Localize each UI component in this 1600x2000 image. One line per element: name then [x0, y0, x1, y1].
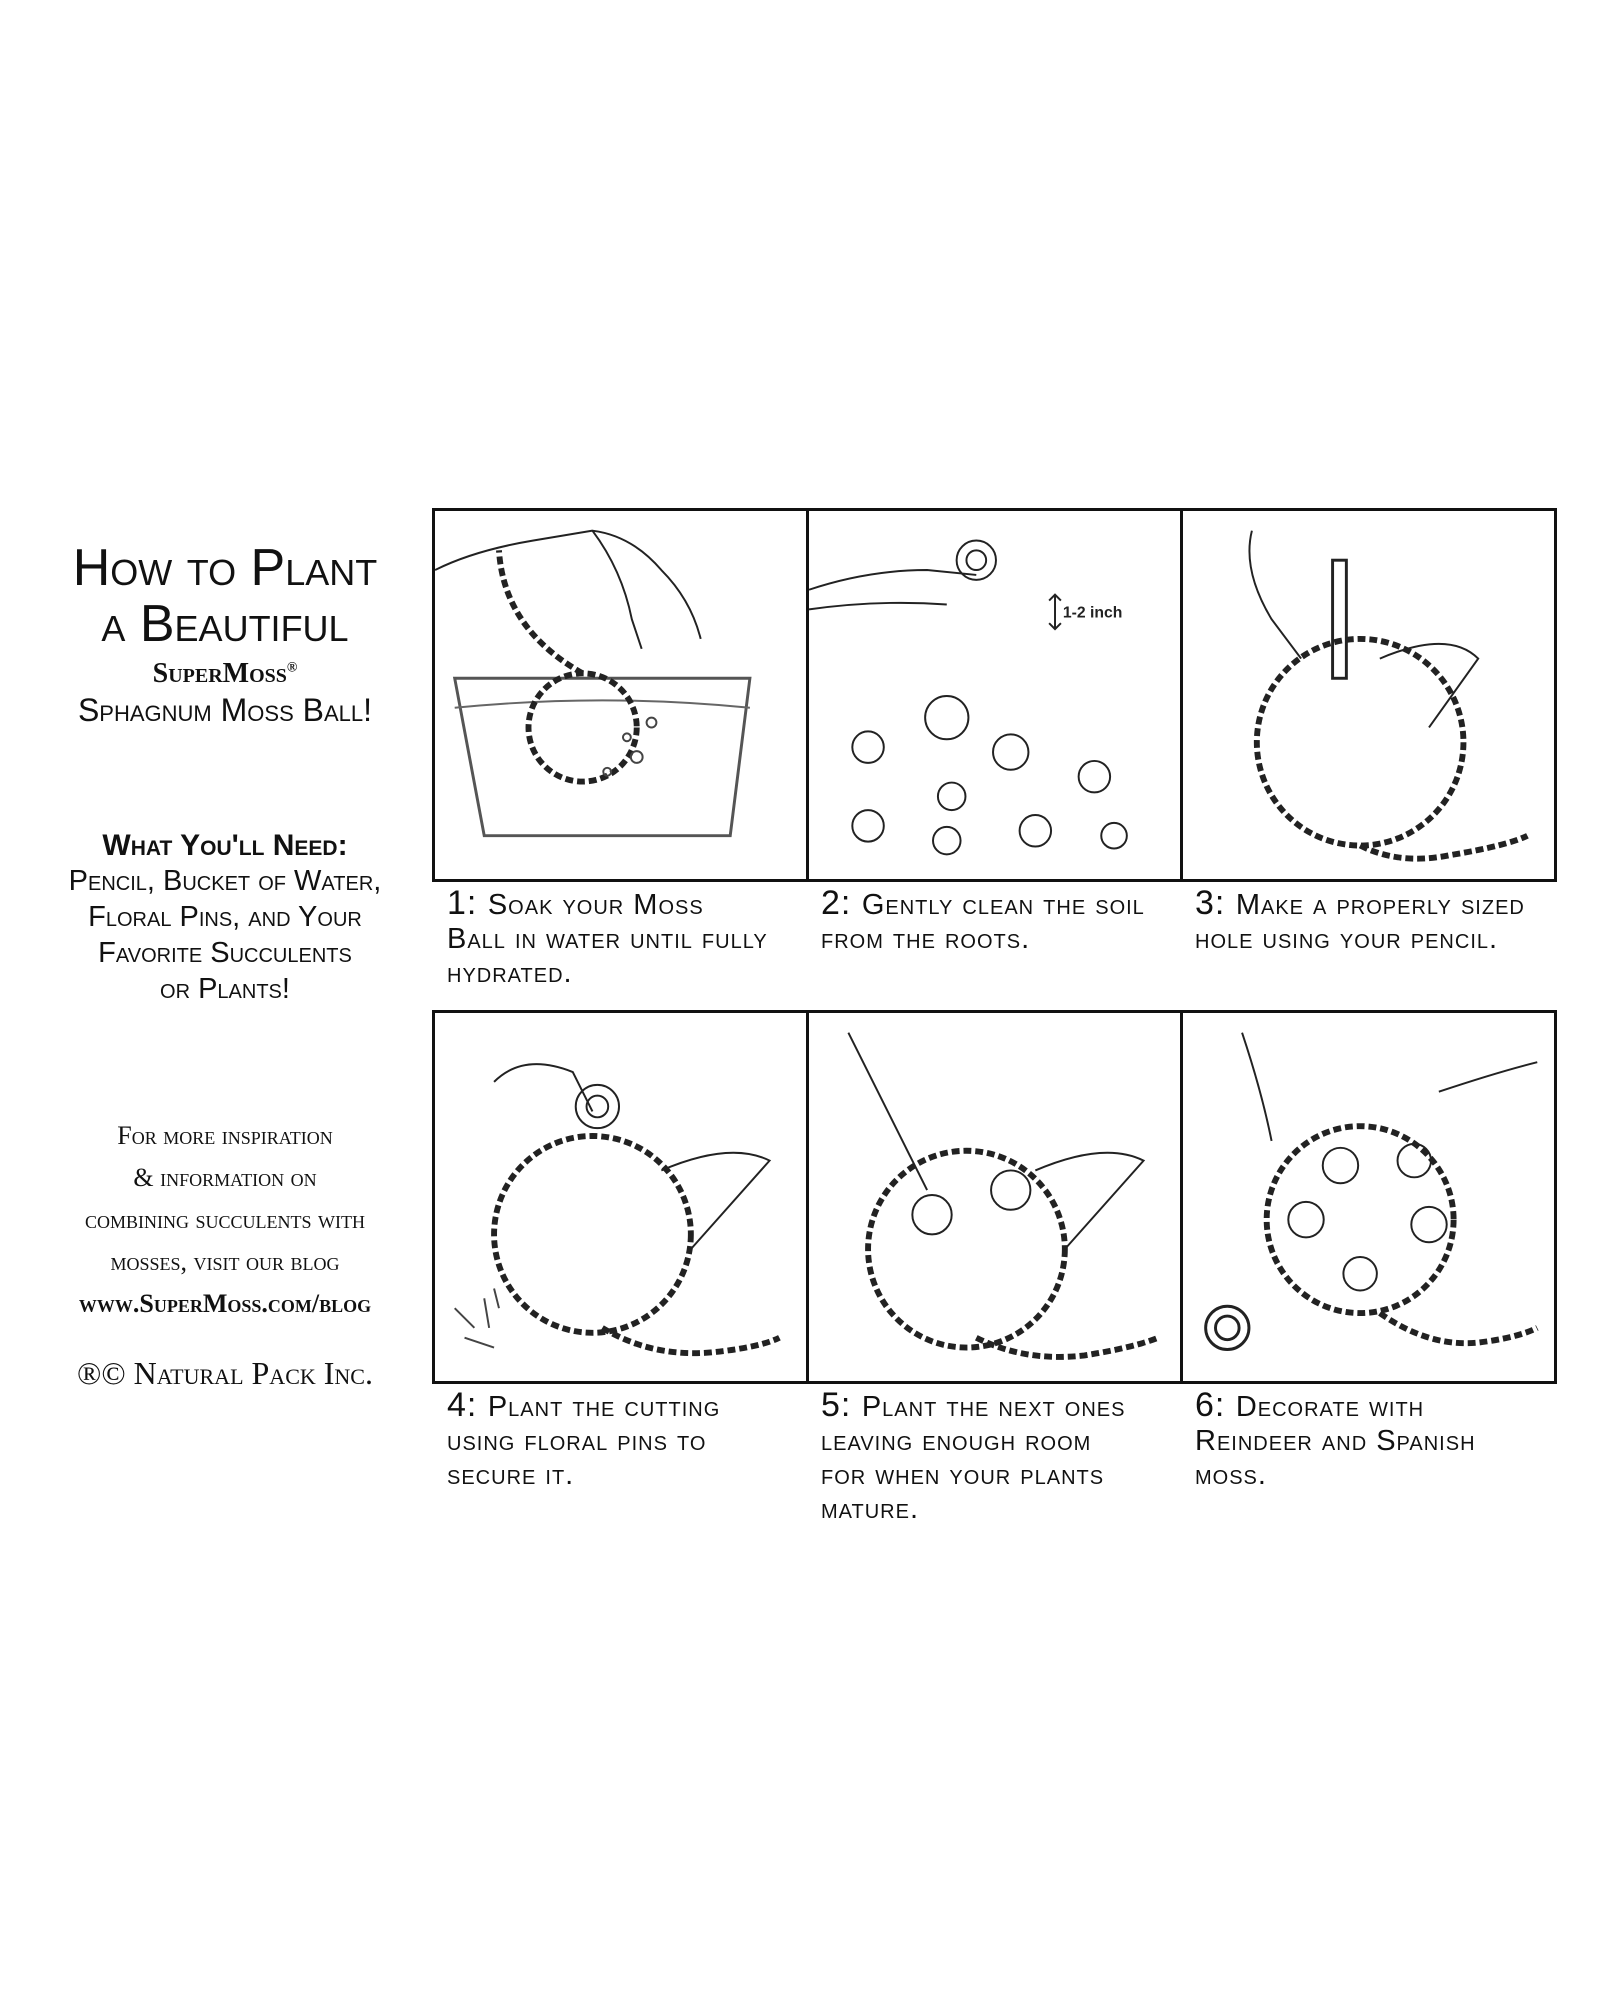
step-5-line-1 [821, 1388, 1181, 1424]
brand-text: SuperMoss [152, 658, 287, 689]
step-5-text-3: for when your plants [821, 1459, 1105, 1491]
needs-heading: What You'll Need: [102, 829, 348, 862]
blog-line: For more inspiration [117, 1121, 333, 1150]
copyright: ®© Natural Pack Inc. [77, 1355, 373, 1391]
blog-url: www.SuperMoss.com/blog [78, 1289, 372, 1318]
size-annotation: 1-2 inch [1062, 604, 1123, 622]
step-4-line-1 [447, 1388, 807, 1424]
step-4-number: 4 [447, 1386, 467, 1424]
step-4-text-1: Plant the cutting [487, 1391, 721, 1423]
step-3-text-2: hole using your pencil. [1195, 923, 1499, 955]
step-1-illustration [432, 508, 809, 882]
step-4-text-3: secure it. [447, 1459, 575, 1491]
plant-cutting-drawing [435, 1013, 806, 1381]
step-4-caption [447, 1388, 807, 1492]
brand-registered-mark: ® [286, 660, 298, 676]
left-column [20, 540, 430, 1392]
step-6-caption [1195, 1388, 1565, 1492]
step-4-text-2: using floral pins to [447, 1425, 707, 1457]
step-1-line-1 [447, 886, 807, 922]
step-6-text-2: Reindeer and Spanish [1195, 1425, 1476, 1457]
step-3-number: 3 [1195, 884, 1215, 922]
needs-line: Favorite Succulents [98, 937, 352, 969]
step-3-caption [1195, 886, 1565, 956]
needs-line: or Plants! [160, 973, 290, 1005]
brand-name [20, 658, 430, 690]
title-line-1: How to Plant [72, 539, 378, 597]
step-5-text-4: mature. [821, 1493, 920, 1525]
step-6-line-1 [1195, 1388, 1565, 1424]
step-2-text-1: Gently clean the soil [861, 889, 1145, 921]
step-6-text-1: Decorate with [1235, 1391, 1425, 1423]
needs-line: Pencil, Bucket of Water, [68, 865, 382, 897]
step-2-number: 2 [821, 884, 841, 922]
blog-line: & information on [133, 1163, 317, 1192]
step-3-illustration [1180, 508, 1557, 882]
title-line-3: Sphagnum Moss Ball! [77, 692, 373, 728]
step-1-text-1: Soak your Moss [487, 889, 704, 921]
step-2-text-2: from the roots. [821, 923, 1031, 955]
step-number-colon: : [840, 1386, 862, 1424]
step-2-illustration [806, 508, 1183, 882]
step-3-text-1: Make a properly sized [1235, 889, 1525, 921]
step-number-colon: : [1214, 884, 1236, 922]
needs-line: Floral Pins, and Your [88, 901, 362, 933]
step-1-caption [447, 886, 807, 990]
blog-line: mosses, visit our blog [110, 1247, 340, 1276]
step-6-illustration [1180, 1010, 1557, 1384]
step-1-number: 1 [447, 884, 467, 922]
step-5-number: 5 [821, 1386, 841, 1424]
step-4-illustration [432, 1010, 809, 1384]
step-6-text-3: moss. [1195, 1459, 1267, 1491]
step-1-text-2: Ball in water until fully [447, 923, 768, 955]
step-6-number: 6 [1195, 1386, 1215, 1424]
make-hole-drawing [1183, 511, 1554, 879]
step-number-colon: : [466, 884, 488, 922]
step-3-line-1 [1195, 886, 1565, 922]
step-2-line-1 [821, 886, 1181, 922]
step-5-illustration [806, 1010, 1183, 1384]
bucket-soak-drawing [435, 511, 806, 879]
decorate-drawing [1183, 1013, 1554, 1381]
clean-roots-drawing [809, 511, 1180, 879]
step-2-caption [821, 886, 1181, 956]
title-line-2: a Beautiful [101, 595, 349, 653]
step-number-colon: : [1214, 1386, 1236, 1424]
step-number-colon: : [466, 1386, 488, 1424]
step-5-text-2: leaving enough room [821, 1425, 1092, 1457]
step-5-text-1: Plant the next ones [861, 1391, 1126, 1423]
step-5-caption [821, 1388, 1181, 1526]
step-number-colon: : [840, 884, 862, 922]
plant-next-drawing [809, 1013, 1180, 1381]
blog-line: combining succulents with [85, 1205, 365, 1234]
step-1-text-3: hydrated. [447, 957, 573, 989]
